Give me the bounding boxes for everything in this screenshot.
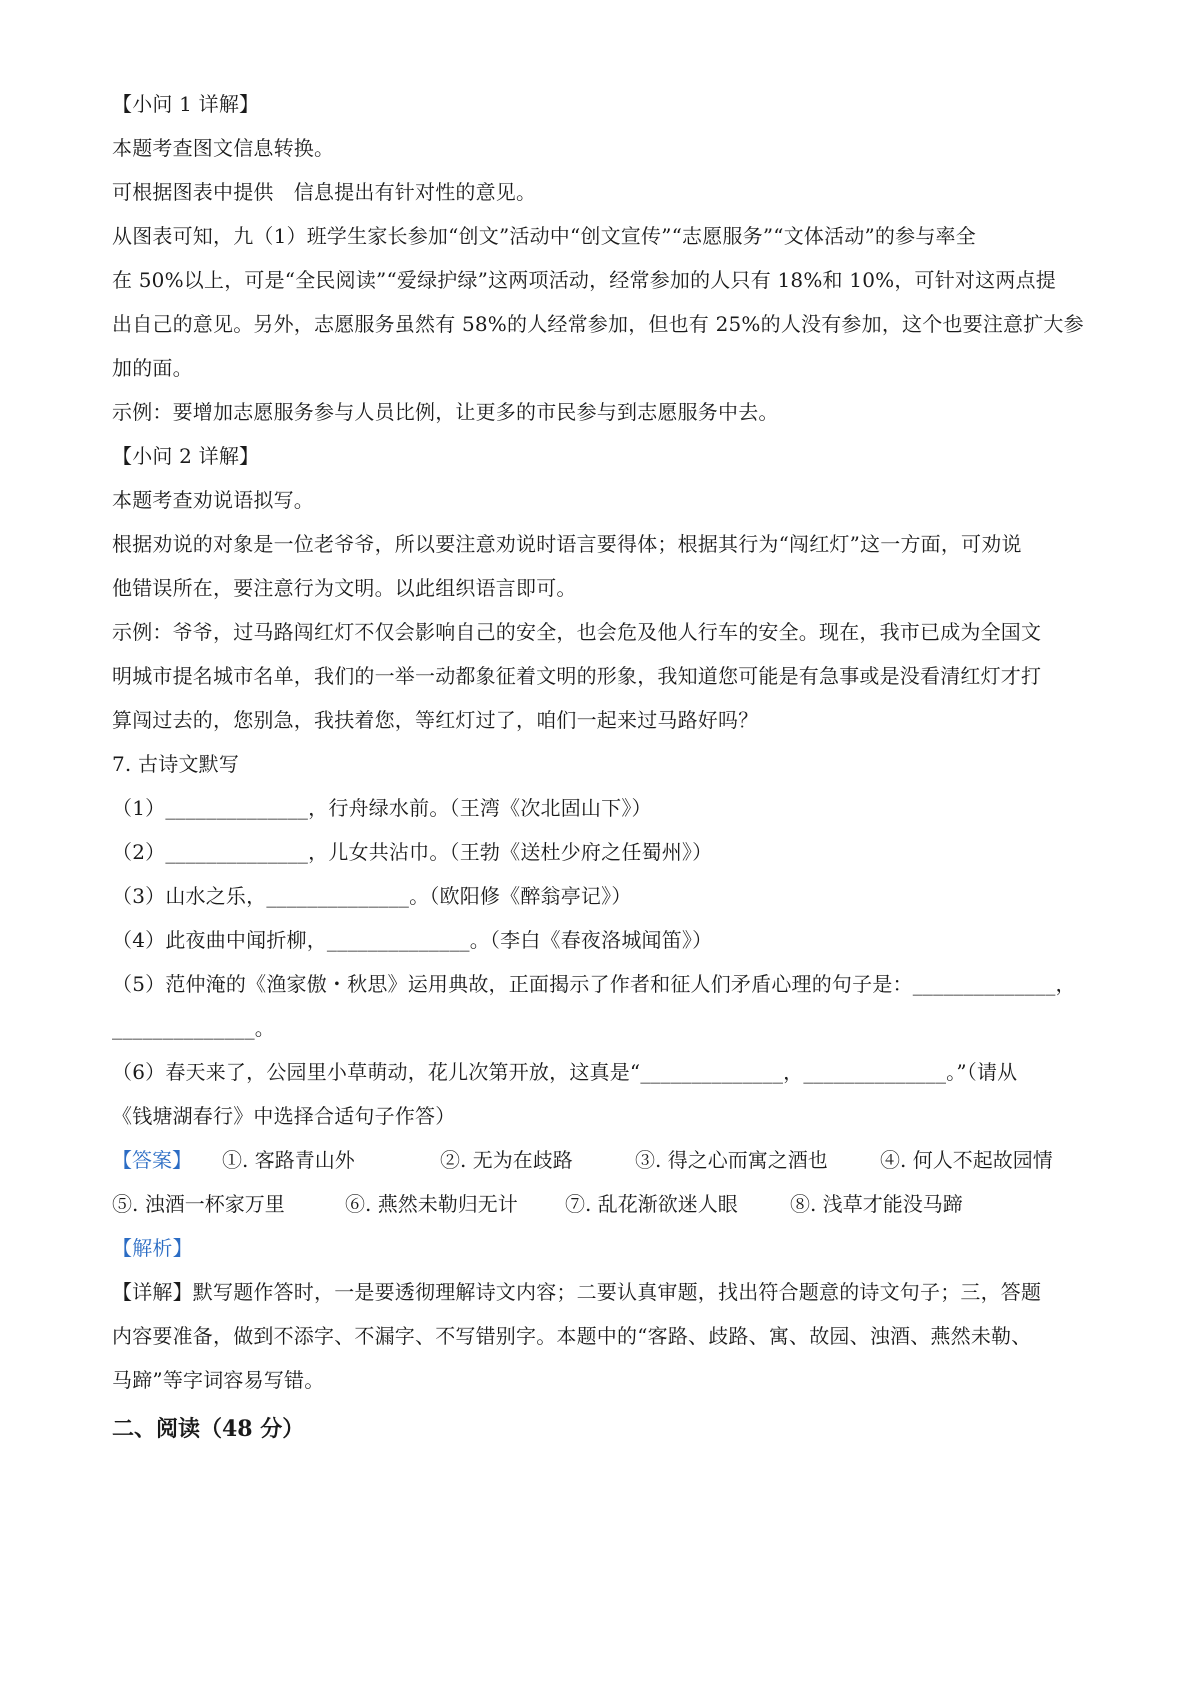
subquestion-2-heading: 【小问 2 详解】 (112, 444, 260, 468)
answer-label: 【答案】 (112, 1148, 192, 1172)
answer-item: ⑥. 燕然未勒归无计 (345, 1192, 518, 1216)
question-item-5: （5）范仲淹的《渔家傲・秋思》运用典故，正面揭示了作者和征人们矛盾心理的句子是：______________， (112, 972, 1076, 996)
analysis-label: 【解析】 (112, 1236, 193, 1260)
analysis-line: 内容要准备，做到不添字、不漏字、不写错别字。本题中的“客路、歧路、寓、故园、浊酒、燕然未勒、 (112, 1324, 1032, 1348)
answer-item: ④. 何人不起故园情 (880, 1148, 1053, 1172)
question-7-title: 7. 古诗文默写 (112, 752, 240, 776)
question-item-6: （6）春天来了，公园里小草萌动，花儿次第开放，这真是“______________，______________。”（请从 (112, 1060, 1018, 1084)
text-line: 本题考查劝说语拟写。 (112, 488, 314, 512)
answer-item: ①. 客路青山外 (222, 1148, 355, 1172)
analysis-line: 【详解】默写题作答时，一是要透彻理解诗文内容；二要认真审题，找出符合题意的诗文句子；三，答题 (112, 1280, 1042, 1304)
answer-item: ③. 得之心而寓之酒也 (635, 1148, 828, 1172)
text-line: 在 50%以上，可是“全民阅读”“爱绿护绿”这两项活动，经常参加的人只有 18%和 10%，可针对这两点提 (112, 268, 1056, 292)
question-item-6-cont: 《钱塘湖春行》中选择合适句子作答） (112, 1104, 456, 1128)
answer-item: ⑦. 乱花渐欲迷人眼 (565, 1192, 738, 1216)
text-line: 加的面。 (112, 356, 193, 380)
answer-item: ②. 无为在歧路 (440, 1148, 573, 1172)
text-line: 本题考查图文信息转换。 (112, 136, 335, 160)
text-line: 根据劝说的对象是一位老爷爷，所以要注意劝说时语言要得体；根据其行为“闯红灯”这一方面，可劝说 (112, 532, 1022, 556)
text-line: 可根据图表中提供 信息提出有针对性的意见。 (112, 180, 537, 204)
answer-item: ⑧. 浅草才能没马蹄 (790, 1192, 963, 1216)
question-item-2: （2）______________，儿女共沾巾。（王勃《送杜少府之任蜀州》） (112, 840, 713, 864)
subquestion-1-heading: 【小问 1 详解】 (112, 92, 260, 116)
question-item-5-cont: ______________。 (112, 1016, 275, 1040)
example-line: 示例：爷爷，过马路闯红灯不仅会影响自己的安全，也会危及他人行车的安全。现在，我市已成为全国文 (112, 620, 1042, 644)
analysis-line: 马蹄”等字词容易写错。 (112, 1368, 325, 1392)
text-line: 算闯过去的，您别急，我扶着您，等红灯过了，咱们一起来过马路好吗？ (112, 708, 759, 732)
text-line: 从图表可知，九（1）班学生家长参加“创文”活动中“创文宣传”“志愿服务”“文体活动”的参与率全 (112, 224, 976, 248)
question-item-4: （4）此夜曲中闻折柳，______________。（李白《春夜洛城闻笛》） (112, 928, 713, 952)
text-line: 出自己的意见。另外，志愿服务虽然有 58%的人经常参加，但也有 25%的人没有参加，这个也要注意扩大参 (112, 312, 1084, 336)
question-item-3: （3）山水之乐，______________。（欧阳修《醉翁亭记》） (112, 884, 632, 908)
section-title: 二、阅读（48 分） (112, 1416, 305, 1442)
example-line: 示例：要增加志愿服务参与人员比例，让更多的市民参与到志愿服务中去。 (112, 400, 779, 424)
text-line: 明城市提名城市名单，我们的一举一动都象征着文明的形象，我知道您可能是有急事或是没看清红灯才打 (112, 664, 1042, 688)
text-line: 他错误所在，要注意行为文明。以此组织语言即可。 (112, 576, 577, 600)
question-item-1: （1）______________，行舟绿水前。（王湾《次北固山下》） (112, 796, 652, 820)
answer-item: ⑤. 浊酒一杯家万里 (112, 1192, 285, 1216)
